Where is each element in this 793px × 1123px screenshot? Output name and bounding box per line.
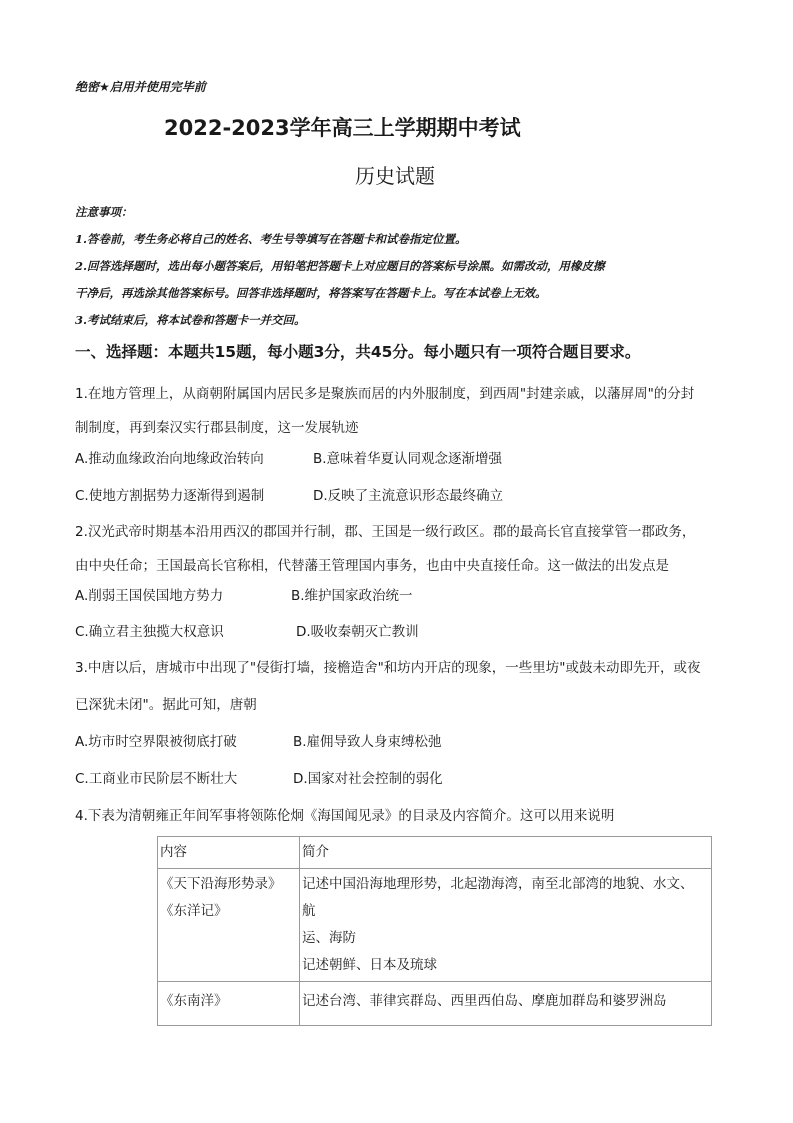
question-1-option-b: B.意味着华夏认同观念逐渐增强 bbox=[313, 451, 503, 467]
question-3-option-d: D.国家对社会控制的弱化 bbox=[293, 771, 443, 787]
question-1-option-a: A.推动血缘政治向地缘政治转向 bbox=[75, 451, 264, 467]
question-3-stem-line-1: 3.中唐以后，唐城市中出现了"侵街打墙，接檐造舍"和坊内开店的现象，一些里坊"或鼓未动即先开，或夜 bbox=[75, 660, 701, 676]
question-3-option-a: A.坊市时空界限被彻底打破 bbox=[75, 734, 237, 750]
question-1-stem-line-1: 1.在地方管理上，从商朝附属国内居民多是聚族而居的内外服制度，到西周"封建亲戚，以藩屏周"的分封 bbox=[75, 386, 695, 402]
confidential-label: 绝密★启用并使用完毕前 bbox=[75, 80, 206, 94]
question-2-stem-line-2: 由中央任命；王国最高长官称相，代替藩王管理国内事务，也由中央直接任命。这一做法的出发点是 bbox=[75, 558, 669, 574]
question-3-option-c: C.工商业市民阶层不断壮大 bbox=[75, 771, 238, 787]
table-header-content: 内容 bbox=[158, 837, 300, 869]
notes-heading: 注意事项： bbox=[75, 205, 133, 219]
cell-line: 记述朝鲜、日本及琉球 bbox=[302, 957, 437, 973]
cell-line: 《东洋记》 bbox=[160, 903, 228, 919]
question-3-stem-line-2: 已深犹未闭"。据此可知，唐朝 bbox=[75, 697, 257, 713]
question-2-option-c: C.确立君主独揽大权意识 bbox=[75, 624, 224, 640]
notes-item-2-line-1: 2.回答选择题时，选出每小题答案后，用铅笔把答题卡上对应题目的答案标号涂黑。如需改动，用橡皮擦 bbox=[75, 259, 605, 273]
table-header-row bbox=[158, 837, 712, 869]
cell-line: 《天下沿海形势录》 bbox=[160, 876, 282, 892]
table-row bbox=[158, 869, 712, 982]
question-3-option-b: B.雇佣导致人身束缚松弛 bbox=[293, 734, 442, 750]
question-1-option-d: D.反映了主流意识形态最终确立 bbox=[313, 488, 504, 504]
question-2-option-d: D.吸收秦朝灭亡教训 bbox=[296, 624, 419, 640]
question-2-option-a: A.削弱王国侯国地方势力 bbox=[75, 588, 224, 604]
notes-item-1: 1.答卷前，考生务必将自己的姓名、考生号等填写在答题卡和试卷指定位置。 bbox=[75, 232, 467, 246]
exam-subtitle: 历史试题 bbox=[355, 164, 435, 188]
question-2-stem-line-1: 2.汉光武帝时期基本沿用西汉的郡国并行制，郡、王国是一级行政区。郡的最高长官直接掌管一郡政务， bbox=[75, 524, 696, 540]
cell-line: 运、海防 bbox=[302, 930, 356, 946]
table-header-summary: 简介 bbox=[300, 837, 712, 869]
cell-line: 记述中国沿海地理形势，北起渤海湾，南至北部湾的地貌、水文、 bbox=[302, 876, 694, 892]
table-cell-summary: 记述台湾、菲律宾群岛、西里西伯岛、摩鹿加群岛和婆罗洲岛 bbox=[300, 982, 712, 1026]
table-cell-summary bbox=[300, 869, 712, 982]
question-2-option-b: B.维护国家政治统一 bbox=[291, 588, 413, 604]
question-4-stem: 4.下表为清朝雍正年间军事将领陈伦炯《海国闻见录》的目录及内容简介。这可以用来说明 bbox=[75, 808, 615, 824]
table-cell-content: 《东南洋》 bbox=[158, 982, 300, 1026]
notes-item-2-line-2: 干净后，再选涂其他答案标号。回答非选择题时，将答案写在答题卡上。写在本试卷上无效。 bbox=[75, 286, 547, 300]
cell-line: 航 bbox=[302, 903, 316, 919]
notes-item-3: 3.考试结束后，将本试卷和答题卡一并交回。 bbox=[75, 313, 306, 327]
table-cell-content bbox=[158, 869, 300, 982]
content-table bbox=[157, 836, 712, 1026]
section-heading: 一、选择题：本题共15题，每小题3分，共45分。每小题只有一项符合题目要求。 bbox=[75, 343, 641, 361]
table-row bbox=[158, 982, 712, 1026]
exam-title: 2022-2023学年高三上学期期中考试 bbox=[164, 116, 521, 140]
question-1-option-c: C.使地方割据势力逐渐得到遏制 bbox=[75, 488, 265, 504]
question-1-stem-line-2: 制制度，再到秦汉实行郡县制度，这一发展轨迹 bbox=[75, 420, 359, 436]
